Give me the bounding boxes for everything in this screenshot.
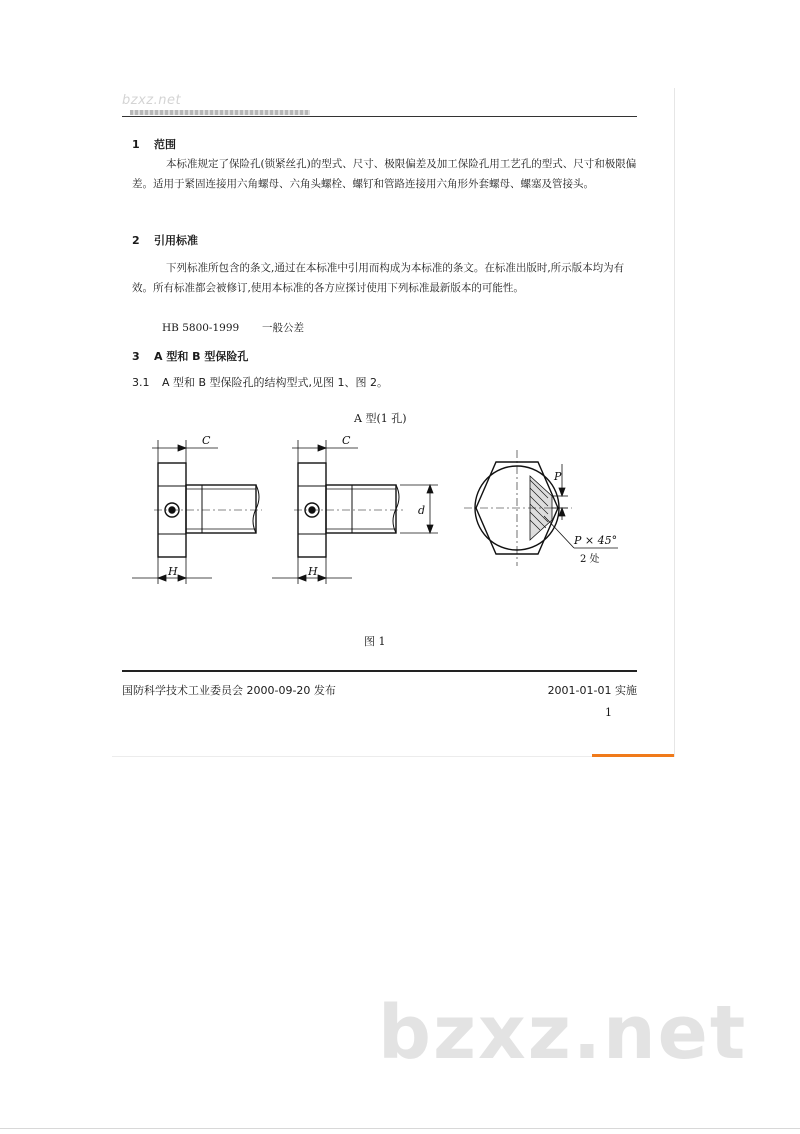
dim-h-left: H xyxy=(168,565,178,578)
page-number: 1 xyxy=(605,706,612,719)
dim-d: d xyxy=(418,504,426,517)
reference-code: HB 5800-1999 xyxy=(162,322,240,334)
dim-h-right: H xyxy=(308,565,318,578)
publisher-line: 国防科学技术工业委员会 2000-09-20 发布 xyxy=(122,684,336,697)
section-title-text: 范围 xyxy=(154,138,176,151)
section-number: 1 xyxy=(132,138,140,151)
reference-title: 一般公差 xyxy=(262,322,304,334)
bolt-right-drawing xyxy=(294,463,404,557)
paragraph-text: 下列标准所包含的条文,通过在本标准中引用而构成为本标准的条文。在标准出版时,所示版本均为有效。所有标准都会被修订,使用本标准的各方应探讨使用下列标准最新版本的可能性。 xyxy=(132,262,625,294)
accent-bar xyxy=(592,754,674,757)
figure-caption: 图 1 xyxy=(364,635,386,648)
section-number: 2 xyxy=(132,234,140,247)
count-label: 2 处 xyxy=(580,554,600,565)
chamfer-label: P × 45° xyxy=(574,534,618,547)
section-number: 3.1 xyxy=(132,376,150,389)
figure-title: A 型(1 孔) xyxy=(354,412,407,425)
paragraph-text: 本标准规定了保险孔(锁紧丝孔)的型式、尺寸、极限偏差及加工保险孔用工艺孔的型式、尺寸和极限偏差。适用于紧固连接用六角螺母、六角头螺栓、螺钉和管路连接用六角形外套螺母、螺塞及管接头。 xyxy=(132,158,637,190)
section-title-text: 引用标准 xyxy=(154,234,198,247)
watermark: bzxz.net xyxy=(378,990,748,1076)
section-title-text: A 型和 B 型保险孔 xyxy=(154,350,249,363)
section-number: 3 xyxy=(132,350,140,363)
effective-date: 2001-01-01 实施 xyxy=(547,684,637,697)
footer-rule xyxy=(122,670,637,672)
dim-p: P xyxy=(554,470,562,483)
section-text: A 型和 B 型保险孔的结构型式,见图 1、图 2。 xyxy=(162,376,389,389)
document-page xyxy=(112,88,675,757)
dim-c-right: C xyxy=(342,434,351,447)
bottom-edge xyxy=(0,1128,800,1129)
technical-drawing xyxy=(112,88,674,628)
bolt-left-drawing xyxy=(154,463,262,557)
header-logo: bzxz.net xyxy=(122,93,182,108)
dim-c-left: C xyxy=(202,434,211,447)
